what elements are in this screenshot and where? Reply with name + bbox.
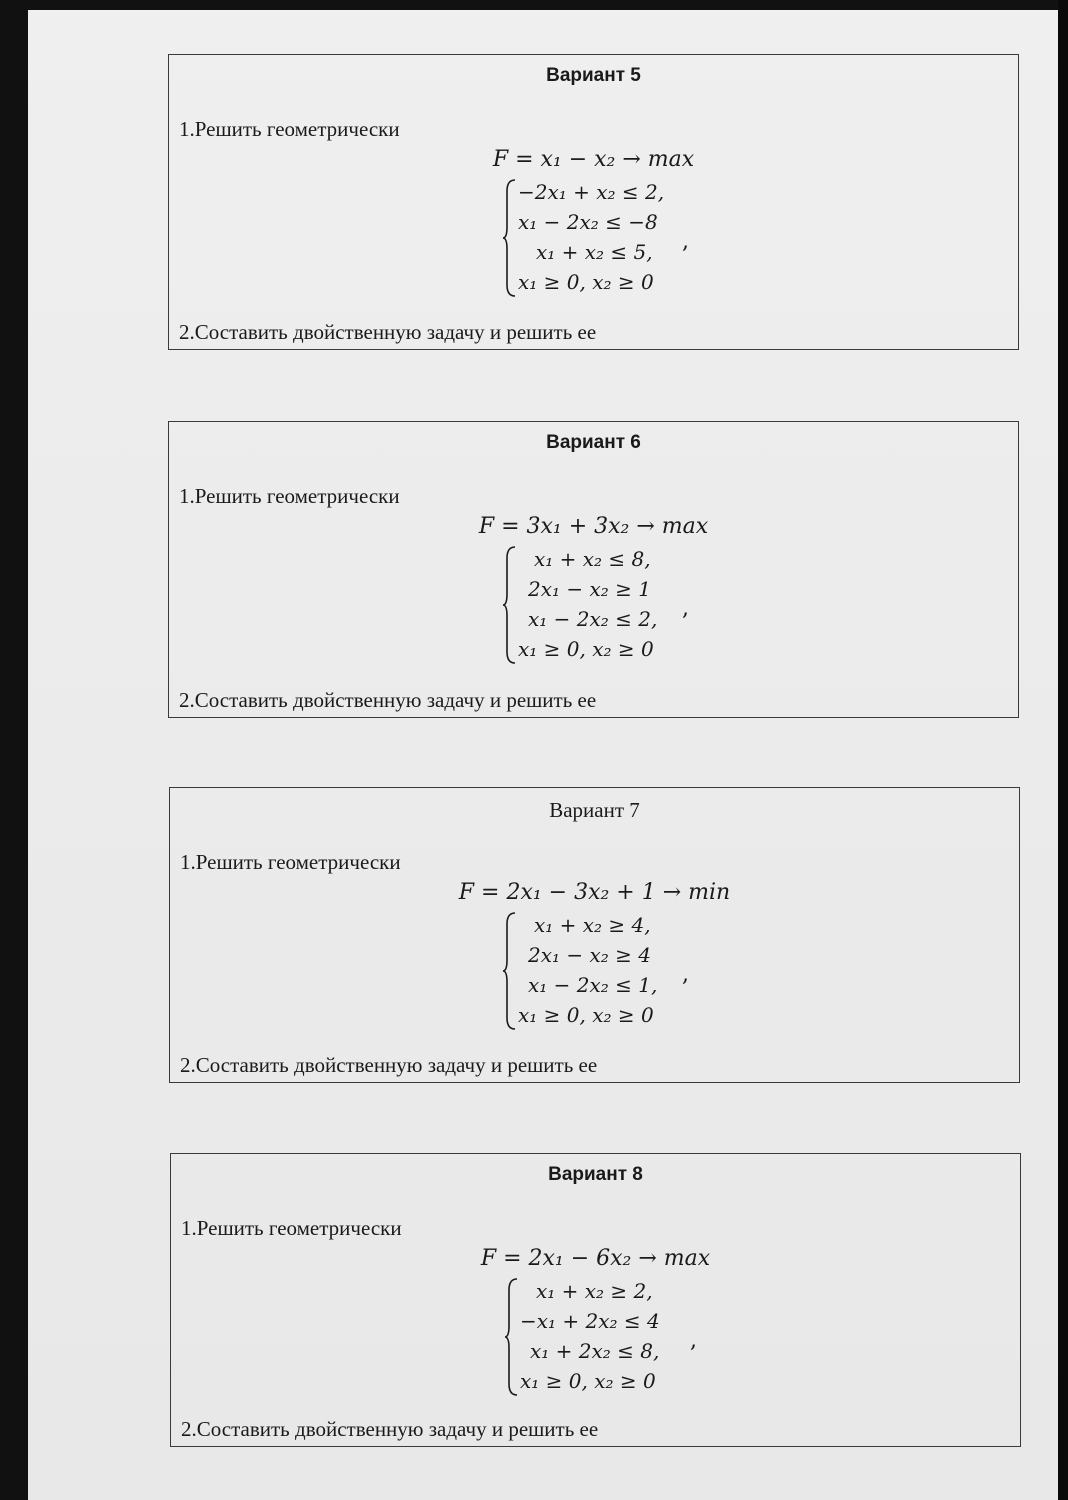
variant-title: Вариант 8 [548, 1164, 643, 1185]
objective-function: F = x₁ − x₂ → max [492, 147, 695, 172]
objective-function: F = 2x₁ − 3x₂ + 1 → min [458, 880, 731, 905]
system-comma: , [690, 1328, 697, 1353]
constraint-system [502, 910, 722, 1034]
task-1-text: 1.Решить геометрически [181, 1216, 402, 1240]
constraint-line: 2x₁ − x₂ ≥ 4 [528, 943, 651, 967]
constraint-system [504, 1276, 724, 1400]
constraint-system [502, 544, 722, 668]
left-brace-icon [504, 1278, 518, 1396]
constraint-line: x₁ + 2x₂ ≤ 8, [530, 1339, 660, 1363]
variant-title: Вариант 6 [546, 432, 641, 453]
system-comma: , [682, 229, 689, 254]
objective-function: F = 3x₁ + 3x₂ → max [478, 514, 709, 539]
left-brace-icon [502, 179, 516, 297]
variant-title: Вариант 7 [549, 798, 640, 822]
system-comma: , [682, 596, 689, 621]
left-brace-icon [502, 912, 516, 1030]
constraint-line: x₁ − 2x₂ ≤ −8 [518, 210, 658, 234]
objective-function: F = 2x₁ − 6x₂ → max [480, 1246, 711, 1271]
constraint-line: x₁ + x₂ ≥ 2, [536, 1279, 653, 1303]
constraints-list [518, 544, 657, 664]
constraint-line: x₁ ≥ 0, x₂ ≥ 0 [518, 1003, 654, 1027]
variant-card-8 [170, 1153, 1021, 1447]
system-comma: , [682, 962, 689, 987]
constraints-list [520, 1276, 660, 1396]
constraint-line: x₁ + x₂ ≥ 4, [534, 913, 651, 937]
task-2-text: 2.Составить двойственную задачу и решить ее [180, 1053, 598, 1077]
task-1-text: 1.Решить геометрически [179, 484, 400, 508]
task-1-text: 1.Решить геометрически [180, 850, 401, 874]
task-2-text: 2.Составить двойственную задачу и решить ее [181, 1417, 599, 1441]
constraint-line: −2x₁ + x₂ ≤ 2, [518, 180, 665, 204]
constraint-line: 2x₁ − x₂ ≥ 1 [528, 577, 651, 601]
constraint-line: x₁ ≥ 0, x₂ ≥ 0 [520, 1369, 656, 1393]
constraint-system [502, 177, 722, 301]
scan-edge [1058, 0, 1068, 1500]
task-1-text: 1.Решить геометрически [179, 117, 400, 141]
variant-card-6 [168, 421, 1019, 718]
constraint-line: x₁ + x₂ ≤ 5, [536, 240, 653, 264]
task-2-text: 2.Составить двойственную задачу и решить ее [179, 320, 597, 344]
constraint-line: −x₁ + 2x₂ ≤ 4 [520, 1309, 660, 1333]
constraints-list [518, 177, 664, 297]
task-2-text: 2.Составить двойственную задачу и решить ее [179, 688, 597, 712]
constraint-line: x₁ − 2x₂ ≤ 1, [528, 973, 658, 997]
left-brace-icon [502, 546, 516, 664]
constraint-line: x₁ − 2x₂ ≤ 2, [528, 607, 658, 631]
variant-card-7 [169, 787, 1020, 1083]
constraint-line: x₁ ≥ 0, x₂ ≥ 0 [518, 270, 654, 294]
constraint-line: x₁ + x₂ ≤ 8, [534, 547, 651, 571]
variant-title: Вариант 5 [546, 65, 641, 86]
constraint-line: x₁ ≥ 0, x₂ ≥ 0 [518, 637, 654, 661]
constraints-list [518, 910, 657, 1030]
variant-card-5 [168, 54, 1019, 350]
